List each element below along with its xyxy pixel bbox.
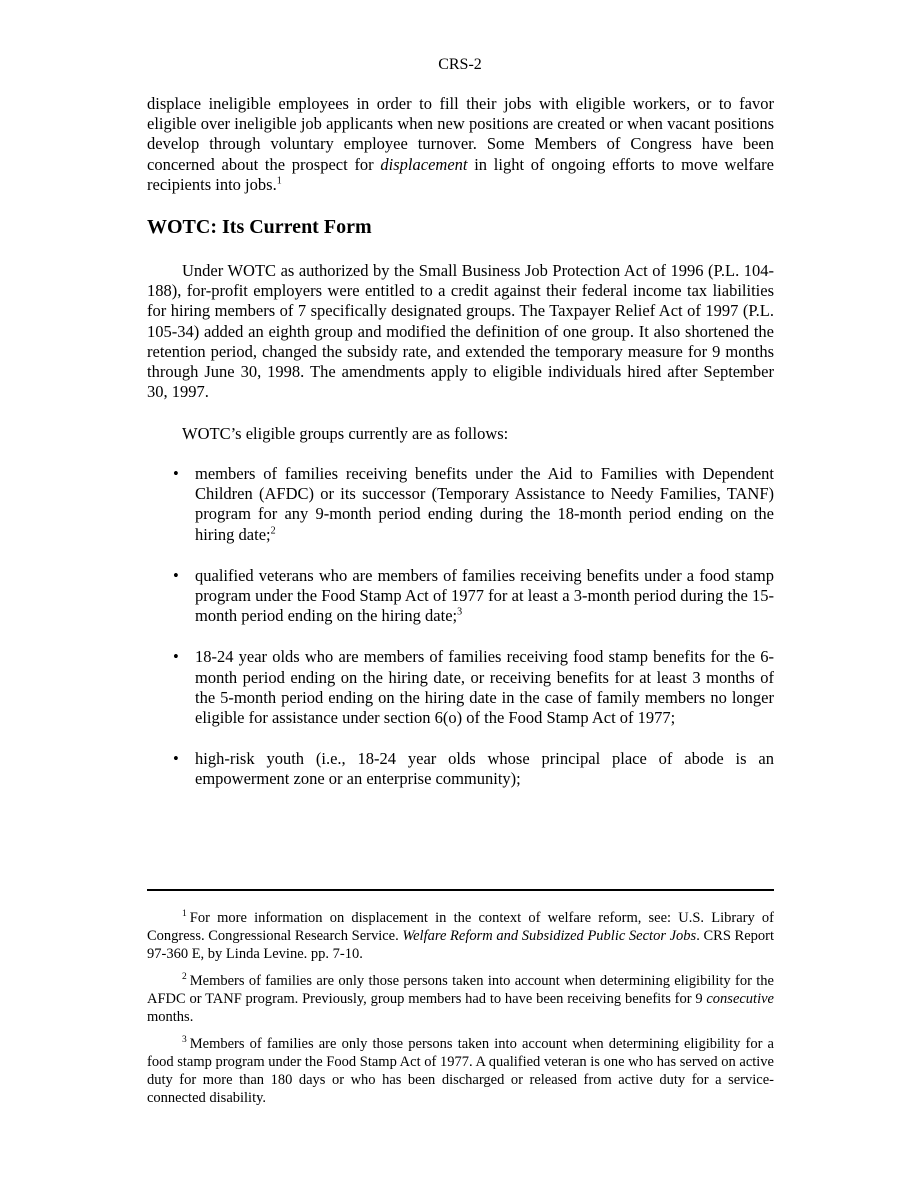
list-item-text: high-risk youth (i.e., 18-24 year olds whose principal place of abode is an empowerment zone or an enterprise community); <box>195 749 774 789</box>
footnote-number: 1 <box>182 909 187 920</box>
bullet-icon: • <box>173 565 179 585</box>
intro-text-part-a: displace ineligible employees in order to fill their jobs with eligible workers, or to favor eligible over ineligible job applicants when new positions are created or when vacant positions develop through voluntary employee turnover. Some Members of Congress have been concerned about the prospect for <box>147 94 774 174</box>
footnote-3 <box>147 1035 774 1107</box>
intro-emphasis: displacement <box>380 154 468 174</box>
footnote-text-part-a: Members of families are only those persons taken into account when determining eligibility for a food stamp program under the Food Stamp Act of 1977. A qualified veteran is one who has served on active duty for more than 180 days or who has been discharged or released from active duty for a service-connected disability. <box>147 1036 774 1106</box>
footnote-number: 3 <box>182 1035 187 1046</box>
footnote-ref-3[interactable]: 3 <box>457 606 463 618</box>
bullet-icon: • <box>173 749 179 769</box>
list-item <box>147 566 774 627</box>
page-number-header: CRS-2 <box>438 56 482 73</box>
footnote-emphasis: consecutive <box>706 991 774 1007</box>
wotc-history-paragraph: Under WOTC as authorized by the Small Business Job Protection Act of 1996 (P.L. 104-188), for-profit employers were entitled to a credit against their federal income tax liabilities for hiring members of 7 specifically designated groups. The Taxpayer Relief Act of 1997 (P.L. 105-34) added an eighth group and modified the definition of one group. It also shortened the retention period, changed the subsidy rate, and extended the temporary measure for 9 months through June 30, 1998. The amendments apply to eligible individuals hired after September 30, 1997. <box>147 261 774 402</box>
footnote-number: 2 <box>182 972 187 983</box>
list-item <box>147 464 774 545</box>
bullet-icon: • <box>173 647 179 667</box>
list-item <box>147 749 774 789</box>
list-item <box>147 647 774 728</box>
footnote-1 <box>147 909 774 963</box>
eligible-groups-list <box>147 464 774 811</box>
footnote-2 <box>147 972 774 1026</box>
list-item-text: qualified veterans who are members of families receiving benefits under a food stamp program under the Food Stamp Act of 1977 for at least a 3-month period during the 15-month period ending on the hiring date; <box>195 565 774 626</box>
eligible-groups-intro: WOTC’s eligible groups currently are as follows: <box>182 424 509 443</box>
footnote-text-part-b: . CRS Report 97-360 E, by Linda Levine. pp. 7-10. <box>147 928 774 962</box>
footnote-report-title: Welfare Reform and Subsidized Public Sector Jobs <box>402 928 697 944</box>
footnote-divider <box>147 889 774 891</box>
bullet-icon: • <box>173 464 179 483</box>
intro-paragraph <box>147 94 774 195</box>
list-item-text: 18-24 year olds who are members of families receiving food stamp benefits for the 6-month period ending on the hiring date, or receiving benefits for at least 3 months of the 5-month period ending on the hiring date in the case of family members no longer eligible for assistance under section 6(o) of the Food Stamp Act of 1977; <box>195 647 774 728</box>
footnote-ref-2[interactable]: 2 <box>270 525 276 537</box>
intro-text-part-b: in light of ongoing efforts to move welfare recipients into jobs. <box>147 154 774 194</box>
footnote-text-part-a: For more information on displacement in the context of welfare reform, see: U.S. Library of Congress. Congressional Research Service. <box>147 910 774 944</box>
footnote-text-part-b: months. <box>147 1009 194 1025</box>
list-item-text: members of families receiving benefits under the Aid to Families with Dependent Children (AFDC) or its successor (Temporary Assistance to Needy Families, TANF) program for any 9-month period ending during the 18-month period ending on the hiring date; <box>195 464 774 544</box>
footnote-text-part-a: Members of families are only those persons taken into account when determining eligibility for the AFDC or TANF program. Previously, group members had to have been receiving benefits for 9 <box>147 973 774 1007</box>
footnotes-section <box>147 909 774 1116</box>
footnote-ref-1[interactable]: 1 <box>276 175 282 187</box>
section-heading: WOTC: Its Current Form <box>147 216 372 238</box>
